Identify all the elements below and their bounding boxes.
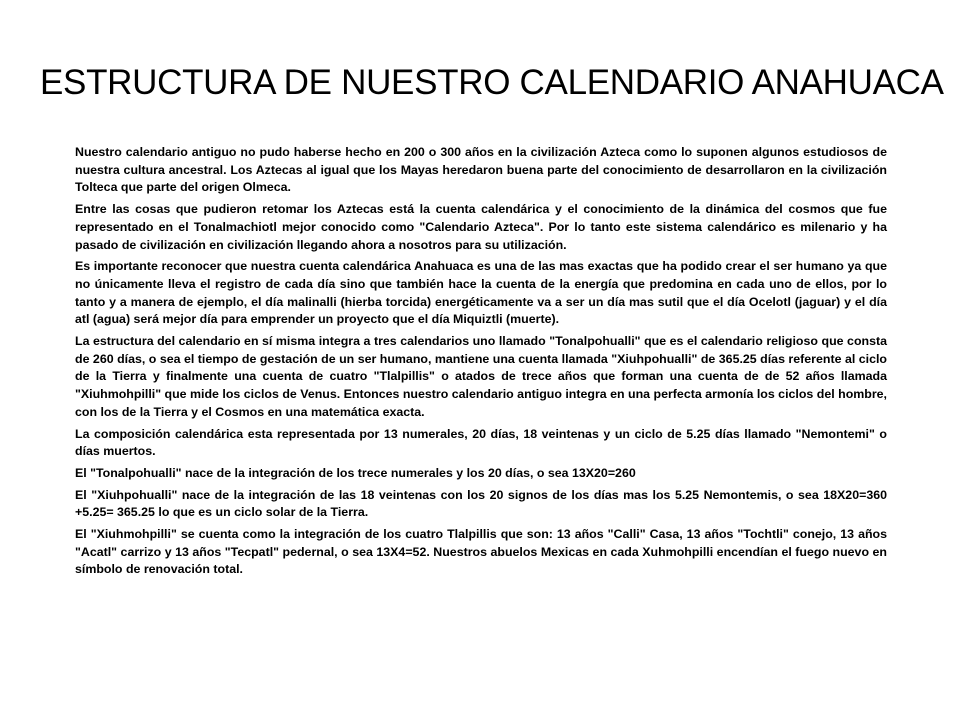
body-paragraph: Nuestro calendario antiguo no pudo haberse hecho en 200 o 300 años en la civilización Azteca como lo suponen algunos estudiosos de nuestra cultura ancestral. Los Aztecas al igual que los Mayas heredaron buena parte del conocimiento de desarrollaron en la civilización Tolteca que parte del origen Olmeca.: [75, 145, 887, 195]
body-paragraph: Entre las cosas que pudieron retomar los Aztecas está la cuenta calendárica y el conocimiento de la dinámica del cosmos que fue representado en el Tonalmachiotl mejor conocido como "Calendario Azteca". Por lo tanto este sistema calendárico es milenario y ha pasado de civilización en civilización llegando ahora a nosotros para su utilización.: [75, 202, 887, 252]
body-paragraph: El "Xiuhmohpilli" se cuenta como la integración de los cuatro Tlalpillis que son: 13 años "Calli" Casa, 13 años "Tochtli" conejo, 13 años "Acatl" carrizo y 13 años "Tecpatl" pedernal, o sea 13X4=52. Nuestros abuelos Mexicas en cada Xuhmohpilli encendían el fuego nuevo en símbolo de renovación total.: [75, 527, 887, 577]
body-paragraph: La estructura del calendario en sí misma integra a tres calendarios uno llamado "Tonalpohualli" que es el calendario religioso que consta de 260 días, o sea el tiempo de gestación de un ser humano, mantiene una cuenta llamada "Xiuhpohualli" de 365.25 días referente al ciclo de la Tierra y finalmente una cuenta de cuatro "Tlalpillis" o atados de trece años que forman una cuenta de de 52 años llamada "Xiuhmohpilli" que mide los ciclos de Venus. Entonces nuestro calendario antiguo integra en una perfecta armonía los ciclos del hombre, con los de la Tierra y el Cosmos en una matemática exacta.: [75, 334, 887, 419]
body-paragraph: El "Tonalpohualli" nace de la integración de los trece numerales y los 20 días, o sea 13X20=260: [75, 465, 636, 480]
body-paragraph: Es importante reconocer que nuestra cuenta calendárica Anahuaca es una de las mas exactas que ha podido crear el ser humano ya que no únicamente lleva el registro de cada día sino que también hace la cuenta de la energía que predomina en cada uno de ellos, por lo tanto y a manera de ejemplo, el día malinalli (hierba torcida) energéticamente va a ser un día mas sutil que el día Ocelotl (jaguar) y el día atl (agua) será mejor día para emprender un proyecto que el día Miquiztli (muerte).: [75, 259, 887, 327]
slide-body: [75, 144, 887, 583]
body-paragraph: La composición calendárica esta representada por 13 numerales, 20 días, 18 veintenas y un ciclo de 5.25 días llamado "Nemontemi" o días muertos.: [75, 426, 887, 459]
slide-title: ESTRUCTURA DE NUESTRO CALENDARIO ANAHUACA: [40, 63, 944, 102]
body-paragraph: El "Xiuhpohualli" nace de la integración de las 18 veintenas con los 20 signos de los días mas los 5.25 Nemontemis, o sea 18X20=360 +5.25= 365.25 lo que es un ciclo solar de la Tierra.: [75, 487, 887, 520]
